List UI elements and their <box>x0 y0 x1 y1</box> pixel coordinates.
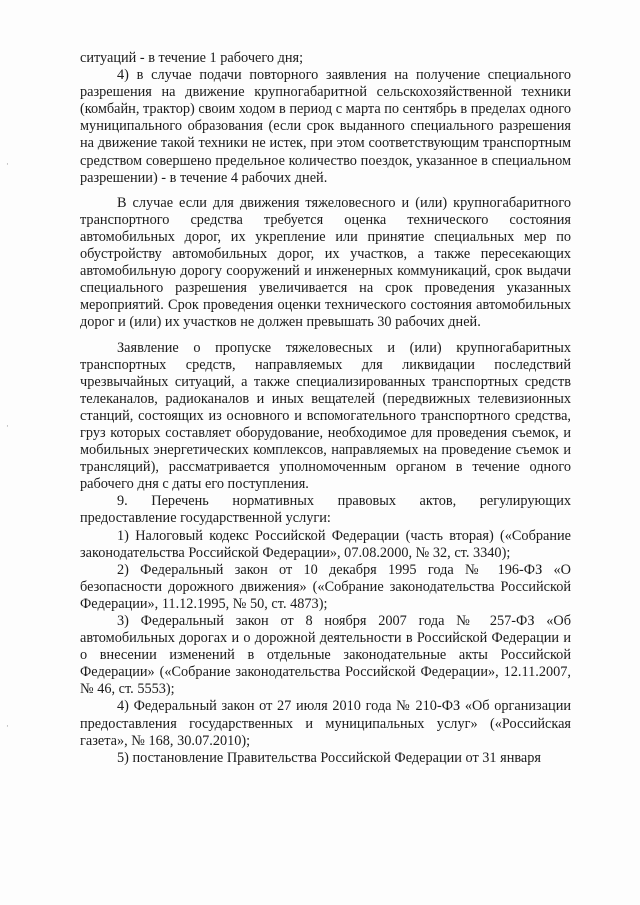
scan-speck: · <box>6 722 9 732</box>
list-item: 1) Налоговый кодекс Российской Федерации (часть вторая) («Собрание законодательства Российской Федерации», 07.08.2000, № 32, ст. 3340); <box>80 527 571 561</box>
list-item: 2) Федеральный закон от 10 декабря 1995 года № 196-ФЗ «О безопасности дорожного движения» («Собрание законодательства Российской Федерации», 11.12.1995, № 50, ст. 4873); <box>80 561 571 612</box>
paragraph: Заявление о пропуске тяжеловесных и (или) крупногабаритных транспортных средств, направляемых для ликвидации последствий чрезвычайных ситуаций, а также специализированных транспортных средств телеканалов, радиоканалов и иных вещателей (передвижных телевизионных станций, состоящих из основного и вспомогательного транспортного средства, груз которых составляет оборудование, необходимое для проведения съемок, и мобильных энергетических комплексов, направляемых на проведение съемок и трансляций), рассматривается уполномоченным органом в течение одного рабочего дня с даты его поступления. <box>80 339 571 493</box>
list-item: 4) Федеральный закон от 27 июля 2010 года № 210-ФЗ «Об организации предоставления государственных и муниципальных услуг» («Российская газета», № 168, 30.07.2010); <box>80 698 571 749</box>
paragraph: В случае если для движения тяжеловесного и (или) крупногабаритного транспортного средства требуется оценка технического состояния автомобильных дорог, их укрепление или принятие специальных мер по обустройству автомобильных дорог, их участков, а также пересекающих автомобильную дорогу сооружений и инженерных коммуникаций, срок выдачи специального разрешения увеличивается на срок проведения указанных мероприятий. Срок проведения оценки технического состояния автомобильных дорог и (или) их участков не должен превышать 30 рабочих дней. <box>80 194 571 331</box>
paragraph: ситуаций - в течение 1 рабочего дня; <box>80 50 304 66</box>
section-heading: 9. Перечень нормативных правовых актов, регулирующих предоставление государственной услуги: <box>80 493 571 527</box>
paragraph: 4) в случае подачи повторного заявления на получение специального разрешения на движение крупногабаритной сельскохозяйственной техники (комбайн, трактор) своим ходом в период с марта по сентябрь в пределах одного муниципального образования (если срок выданного специального разрешения на движение такой техники не истек, при этом соответствующим транспортным средством совершено предельное количество поездок, указанное в специальном разрешении) - в течение 4 рабочих дней. <box>80 67 571 186</box>
list-item: 3) Федеральный закон от 8 ноября 2007 года № 257-ФЗ «Об автомобильных дорогах и о дорожной деятельности в Российской Федерации и о внесении изменений в отдельные законодательные акты Российской Федерации» («Собрание законодательства Российской Федерации», 12.11.2007, № 46, ст. 5553); <box>80 613 571 698</box>
list-item: 5) постановление Правительства Российской Федерации от 31 января <box>117 749 541 766</box>
scan-speck: · <box>6 160 9 170</box>
document-body <box>80 50 571 767</box>
scan-speck: · <box>6 422 9 432</box>
